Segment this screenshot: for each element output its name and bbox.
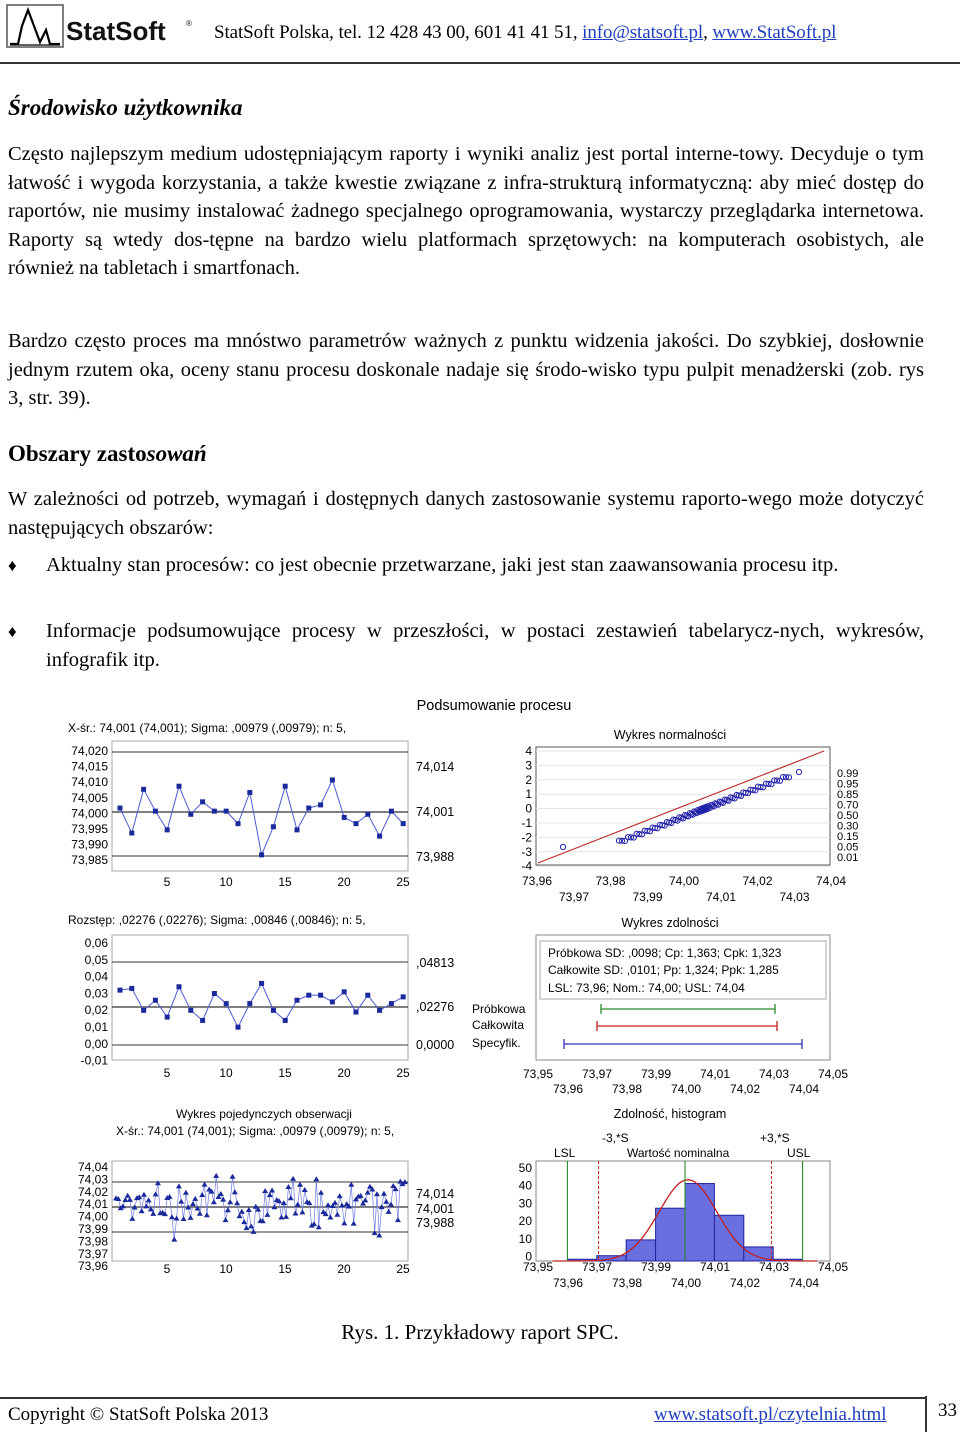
capability-x-tick: 73,96 <box>552 1082 584 1096</box>
normal-prob-label: 0.85 <box>837 789 859 801</box>
figure-caption: Rys. 1. Przykładowy raport SPC. <box>341 1320 619 1344</box>
histogram-title: Zdolność, histogram <box>613 1107 727 1121</box>
histogram-x-tick: 74,00 <box>670 1276 702 1290</box>
bullet-item: ♦ Informacje podsumowujące procesy w przeszłości, w postaci zestawień tabelarycz-nych, wykresów, infografik itp. <box>8 617 924 675</box>
histogram-y-tick: 30 <box>518 1196 532 1211</box>
range-point <box>259 981 264 986</box>
capability-x-ticks <box>523 1067 848 1096</box>
histogram-y-ticks <box>519 1161 533 1264</box>
normal-x-tick: 74,03 <box>779 890 810 904</box>
xbar-point <box>200 799 205 804</box>
xbar-x-ticks <box>164 875 410 889</box>
range-y-tick: 0,04 <box>84 969 108 984</box>
normal-y-tick: -3 <box>521 844 532 859</box>
capability-stat-line: Próbkowa SD: ,0098; Cp: 1,363; Cpk: 1,323 <box>548 946 782 960</box>
range-point <box>330 999 335 1004</box>
capability-stat-line: LSL: 73,96; Nom.: 74,00; USL: 74,04 <box>548 981 745 995</box>
capability-x-tick: 73,99 <box>640 1067 672 1081</box>
xbar-point <box>259 852 264 857</box>
xbar-point <box>129 831 134 836</box>
xbar-point <box>283 784 288 789</box>
histogram-bar <box>685 1184 714 1261</box>
histogram-label: -3,*S <box>602 1131 629 1145</box>
range-chart <box>68 913 454 1080</box>
xbar-x-tick: 15 <box>278 875 292 889</box>
normal-x-tick: 74,04 <box>815 874 847 888</box>
range-point <box>271 1008 276 1013</box>
histogram-y-tick: 20 <box>518 1214 532 1229</box>
statsoft-logo <box>6 4 196 48</box>
section-title-user-environment: Środowisko użytkownika <box>8 95 243 120</box>
section-title-application-areas: Obszary zastosowań <box>8 441 207 466</box>
diamond-bullet-icon: ♦ <box>8 622 17 641</box>
normal-title: Wykres normalności <box>613 728 727 742</box>
histogram-label: +3,*S <box>760 1131 790 1145</box>
histogram-bar <box>656 1208 685 1261</box>
range-ucl-label: ,04813 <box>416 956 455 970</box>
xbar-y-ticks <box>71 744 108 867</box>
normal-x-tick: 74,02 <box>742 874 773 888</box>
range-point <box>118 988 123 993</box>
xbar-y-tick: 73,990 <box>71 837 108 852</box>
individual-x-tick: 10 <box>219 1262 233 1276</box>
range-x-ticks <box>164 1066 410 1080</box>
range-point <box>236 1025 241 1030</box>
normal-x-tick: 73,98 <box>595 874 626 888</box>
range-point <box>200 1018 205 1023</box>
histogram-x-tick: 74,02 <box>729 1276 761 1290</box>
header-contact: StatSoft Polska, tel. 12 428 43 00, 601 41 41 51, info@statsoft.pl, www.StatSoft.pl <box>214 22 837 43</box>
normal-y-tick: -2 <box>521 830 532 845</box>
range-point <box>165 1015 170 1020</box>
xbar-point <box>188 812 193 817</box>
range-y-tick: 0,02 <box>84 1003 108 1018</box>
xbar-point <box>118 806 123 811</box>
xbar-cl-label: 74,001 <box>416 805 455 819</box>
range-point <box>377 1008 382 1013</box>
capability-stat-line: Całkowite SD: ,0101; Pp: 1,324; Ppk: 1,285 <box>548 963 779 977</box>
histogram-label: LSL <box>554 1146 576 1160</box>
range-point <box>153 998 158 1003</box>
range-subtitle: Rozstęp: ,02276 (,02276); Sigma: ,00846 (,00846); n: 5, <box>68 913 366 927</box>
capability-x-tick: 74,00 <box>670 1082 702 1096</box>
xbar-point <box>401 821 406 826</box>
range-point <box>188 1008 193 1013</box>
normality-chart <box>521 728 858 904</box>
xbar-y-tick: 74,015 <box>71 759 108 774</box>
normal-prob-label: 0.95 <box>837 778 859 791</box>
normal-x-ticks <box>522 874 846 904</box>
range-point <box>354 1010 359 1015</box>
range-point <box>318 993 323 998</box>
footer-link[interactable]: www.statsoft.pl/czytelnia.html <box>654 1404 887 1425</box>
individual-chart <box>78 1107 454 1276</box>
xbar-point <box>318 802 323 807</box>
normal-prob-label: 0.30 <box>837 820 859 833</box>
xbar-y-tick: 74,020 <box>71 744 108 758</box>
histogram-label: USL <box>787 1146 811 1160</box>
normal-prob-label: 0.50 <box>837 810 859 822</box>
range-x-tick: 20 <box>337 1066 351 1080</box>
xbar-y-tick: 73,985 <box>71 853 108 868</box>
range-point <box>389 1001 394 1006</box>
range-point <box>141 1008 146 1013</box>
xbar-x-tick: 20 <box>337 875 351 889</box>
individual-lcl-label: 73,988 <box>416 1216 455 1230</box>
footer-copyright: Copyright © StatSoft Polska 2013 <box>8 1404 269 1425</box>
range-y-tick: 0,05 <box>84 952 108 967</box>
xbar-point <box>177 784 182 789</box>
bullet-item: ♦ Aktualny stan procesów: co jest obecnie przetwarzane, jaki jest stan zaawansowania procesu itp. <box>8 551 924 609</box>
range-point <box>129 986 134 991</box>
range-y-tick: 0,01 <box>84 1020 108 1034</box>
individual-y-tick: 74,01 <box>77 1197 108 1212</box>
individual-ucl-label: 74,014 <box>416 1187 455 1201</box>
spc-report-figure <box>54 695 859 1290</box>
xbar-point <box>389 809 394 814</box>
header-email-link[interactable]: info@statsoft.pl <box>582 22 704 43</box>
xbar-point <box>306 806 311 811</box>
xbar-point <box>236 821 241 826</box>
individual-x-ticks <box>164 1262 410 1276</box>
range-x-tick: 10 <box>219 1066 233 1080</box>
histogram-x-ticks <box>523 1260 848 1290</box>
normal-prob-label: 0.01 <box>837 852 859 864</box>
normal-y-ticks <box>521 744 532 873</box>
xbar-x-tick: 10 <box>219 875 233 889</box>
page-number: 33 <box>938 1400 957 1421</box>
range-x-tick: 15 <box>278 1066 292 1080</box>
range-y-tick: 0,00 <box>84 1036 108 1051</box>
capability-x-tick: 74,02 <box>729 1082 761 1096</box>
xbar-y-tick: 73,995 <box>71 822 108 836</box>
normal-x-tick: 73,99 <box>632 890 663 904</box>
histogram-x-tick: 73,99 <box>640 1260 672 1274</box>
xbar-chart <box>68 721 454 889</box>
capability-row-label: Specyfik. <box>472 1036 521 1050</box>
xbar-point <box>342 815 347 820</box>
xbar-point <box>377 834 382 839</box>
individual-x-tick: 5 <box>163 1262 171 1276</box>
range-point <box>212 991 217 996</box>
histogram-x-tick: 73,96 <box>552 1276 584 1290</box>
individual-x-tick: 25 <box>396 1262 410 1276</box>
capability-row-label: Próbkowa <box>472 1002 526 1016</box>
individual-y-tick: 74,03 <box>77 1172 108 1187</box>
normal-x-tick: 74,00 <box>668 874 700 888</box>
xbar-point <box>165 827 170 832</box>
paragraph-3: W zależności od potrzeb, wymagań i dostępnych danych zastosowanie systemu raporto-wego może dotyczyć następujących obszarów: <box>8 488 924 539</box>
normal-prob-label: 0.05 <box>837 841 859 854</box>
capability-x-tick: 73,97 <box>581 1067 613 1081</box>
xbar-point <box>330 777 335 782</box>
xbar-point <box>141 787 146 792</box>
capability-x-tick: 74,05 <box>817 1067 849 1081</box>
paragraph-2: Bardzo często proces ma mnóstwo parametrów ważnych z punktu widzenia jakości. Do szybkiej, dosłownie jednym rzutem oka, oceny stanu procesu doskonale nadaje się środo-wisko typu pulpit menadżerski (zob. rys 3, str. 39). <box>8 330 924 410</box>
range-y-tick: -0,01 <box>80 1053 108 1068</box>
normal-y-tick: 3 <box>525 758 532 773</box>
xbar-point <box>212 809 217 814</box>
histogram-x-tick: 74,04 <box>788 1276 820 1290</box>
histogram-y-tick: 10 <box>518 1231 532 1246</box>
range-point <box>401 994 406 999</box>
individual-y-tick: 73,98 <box>77 1234 108 1249</box>
normal-prob-label: 0.99 <box>837 768 859 780</box>
xbar-point <box>224 809 229 814</box>
range-point <box>295 998 300 1003</box>
normal-y-tick: 2 <box>525 772 532 787</box>
range-point <box>306 993 311 998</box>
xbar-point <box>247 790 252 795</box>
range-point <box>342 989 347 994</box>
normal-x-tick: 73,96 <box>521 874 553 888</box>
header-website-link[interactable]: www.StatSoft.pl <box>712 22 837 43</box>
individual-x-tick: 15 <box>278 1262 292 1276</box>
capability-x-tick: 73,98 <box>611 1082 643 1096</box>
histogram-x-tick: 74,01 <box>699 1260 731 1274</box>
normal-y-tick: -1 <box>521 816 532 830</box>
range-y-tick: 0,06 <box>84 936 108 950</box>
footer-divider <box>0 1397 925 1399</box>
individual-y-tick: 74,00 <box>77 1209 108 1224</box>
histogram-x-tick: 73,98 <box>611 1276 643 1290</box>
xbar-y-tick: 74,005 <box>71 790 108 805</box>
xbar-point <box>271 824 276 829</box>
xbar-y-tick: 74,000 <box>71 806 108 821</box>
histogram-y-tick: 0 <box>525 1249 532 1264</box>
header-divider <box>0 62 960 64</box>
individual-y-tick: 73,99 <box>77 1222 108 1236</box>
normal-probability-labels <box>837 768 858 864</box>
figure-title: Podsumowanie procesu <box>416 698 572 714</box>
xbar-ucl-label: 74,014 <box>416 760 455 774</box>
normal-prob-label: 0.70 <box>837 799 859 812</box>
individual-y-tick: 73,96 <box>77 1259 108 1274</box>
histogram-x-tick: 73,95 <box>522 1260 554 1274</box>
individual-y-tick: 74,04 <box>77 1160 108 1174</box>
range-point <box>177 984 182 989</box>
diamond-bullet-icon: ♦ <box>8 556 17 575</box>
range-y-ticks <box>81 936 109 1068</box>
normal-prob-label: 0.15 <box>837 831 859 843</box>
xbar-y-tick: 74,010 <box>71 775 108 790</box>
capability-x-tick: 73,95 <box>522 1067 554 1081</box>
individual-y-tick: 74,02 <box>77 1184 108 1199</box>
individual-x-tick: 20 <box>337 1262 351 1276</box>
normal-y-tick: -4 <box>521 859 532 874</box>
capability-x-tick: 74,04 <box>788 1082 820 1096</box>
individual-subtitle: X-śr.: 74,001 (74,001); Sigma: ,00979 (,00979); n: 5, <box>116 1124 395 1138</box>
histogram-x-tick: 74,03 <box>758 1260 790 1274</box>
range-point <box>365 993 370 998</box>
histogram-y-tick: 50 <box>518 1161 532 1175</box>
normal-y-tick: 4 <box>525 744 532 758</box>
histogram-bar <box>714 1215 743 1261</box>
xbar-point <box>295 827 300 832</box>
individual-cl-label: 74,001 <box>416 1202 455 1216</box>
histogram-x-tick: 74,05 <box>817 1260 849 1274</box>
capability-chart <box>472 916 848 1096</box>
range-y-tick: 0,03 <box>84 986 108 1001</box>
capability-title: Wykres zdolności <box>621 916 719 930</box>
normal-x-tick: 74,01 <box>705 890 737 904</box>
range-lcl-label: 0,0000 <box>416 1038 455 1052</box>
histogram-chart <box>519 1107 849 1290</box>
xbar-lcl-label: 73,988 <box>416 850 455 864</box>
individual-title: Wykres pojedynczych obserwacji <box>176 1107 352 1121</box>
range-x-tick: 25 <box>396 1066 410 1080</box>
range-point <box>283 1018 288 1023</box>
range-point <box>224 1001 229 1006</box>
range-cl-label: ,02276 <box>416 1000 455 1014</box>
histogram-label: Wartość nominalna <box>627 1146 730 1160</box>
logo-text: StatSoft <box>66 16 166 46</box>
xbar-x-tick: 25 <box>396 875 410 889</box>
xbar-point <box>153 809 158 814</box>
xbar-subtitle: X-śr.: 74,001 (74,001); Sigma: ,00979 (,00979); n: 5, <box>68 721 347 735</box>
normal-y-tick: 1 <box>525 787 532 802</box>
svg-text:®: ® <box>186 19 192 28</box>
paragraph-1: Często najlepszym medium udostępniającym raporty i wyniki analiz jest portal interne-towy. Decyduje o tym łatwość i wygoda korzystania, a także kwestie związane z infra-strukturą informatyczną: aby mieć dostęp do raportów, nie musimy instalować żadnego specjalnego oprogramowania, wystarczy przeglądarka internetowa. Raporty są wtedy dos-tępne na bardzo wielu platformach sprzętowych: na komputerach osobistych, ale również na tabletach i smartfonach. <box>8 143 924 280</box>
histogram-x-tick: 73,97 <box>581 1260 613 1274</box>
xbar-point <box>365 812 370 817</box>
range-point <box>247 1001 252 1006</box>
normal-x-tick: 73,97 <box>558 890 590 904</box>
xbar-x-tick: 5 <box>163 875 171 889</box>
normal-y-tick: 0 <box>525 801 532 816</box>
capability-x-tick: 74,03 <box>758 1067 790 1081</box>
individual-y-tick: 73,97 <box>77 1246 108 1261</box>
capability-row-label: Całkowita <box>472 1018 525 1032</box>
range-x-tick: 5 <box>163 1066 171 1080</box>
capability-x-tick: 74,01 <box>699 1067 731 1081</box>
individual-y-ticks <box>78 1160 108 1273</box>
xbar-point <box>354 821 359 826</box>
histogram-y-tick: 40 <box>518 1178 532 1193</box>
